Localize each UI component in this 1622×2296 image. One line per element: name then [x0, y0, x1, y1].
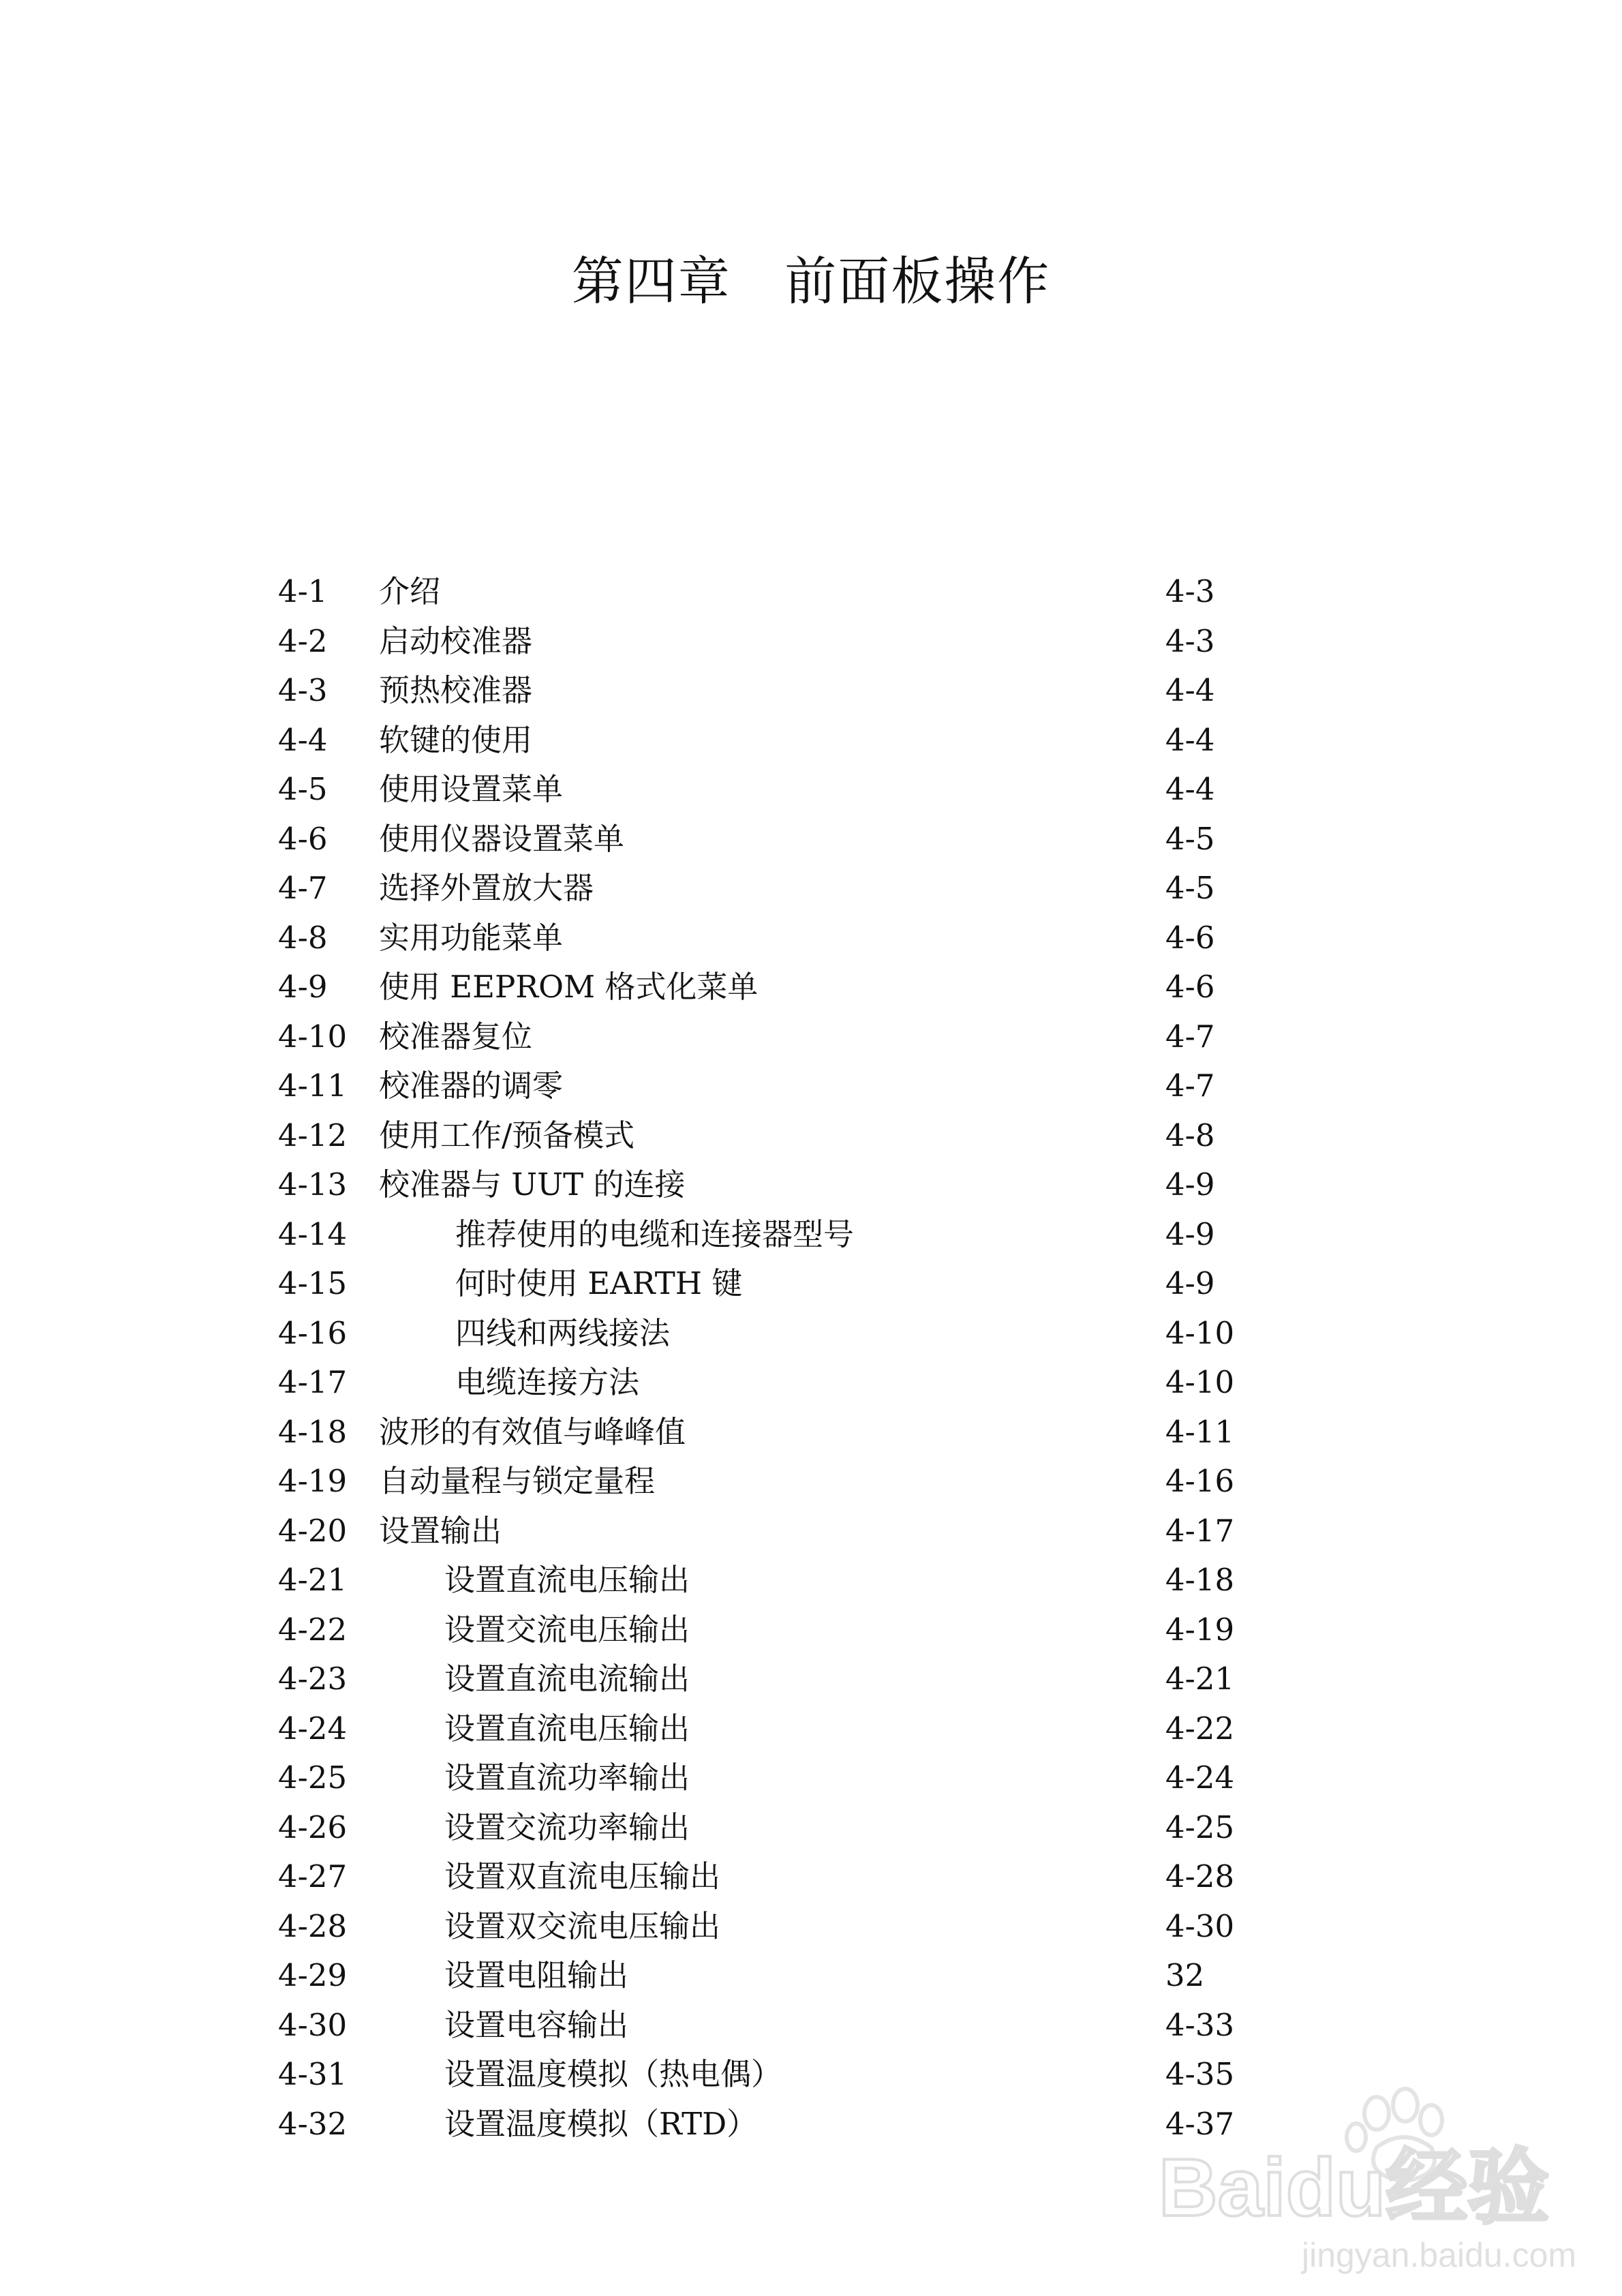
toc-page-number: 4-4: [1165, 721, 1215, 758]
toc-section-title: 校准器与 UUT 的连接: [379, 1166, 686, 1203]
toc-entry: [0, 913, 1622, 963]
toc-page-number: 4-18: [1165, 1562, 1235, 1598]
toc-section-title: 启动校准器: [379, 622, 533, 659]
toc-section-title: 使用工作/预备模式: [379, 1117, 635, 1153]
toc-page-number: 4-10: [1165, 1314, 1235, 1351]
toc-entry: [0, 1160, 1622, 1209]
toc-page-number: 4-25: [1165, 1809, 1235, 1845]
toc-page-number: 4-4: [1165, 771, 1215, 807]
toc-section-number: 4-5: [278, 771, 328, 807]
toc-entry: [0, 1655, 1622, 1704]
toc-section-title: 推荐使用的电缆和连接器型号: [455, 1215, 855, 1252]
toc-entry: [0, 1605, 1622, 1655]
toc-section-title: 设置直流电流输出: [444, 1661, 690, 1697]
toc-entry: [0, 1309, 1622, 1358]
toc-page-number: 4-6: [1165, 969, 1215, 1005]
toc-section-title: 设置交流功率输出: [444, 1809, 690, 1845]
toc-section-title: 软键的使用: [379, 721, 533, 758]
toc-section-number: 4-15: [278, 1265, 348, 1301]
toc-section-title: 设置温度模拟（RTD）: [444, 2105, 758, 2142]
toc-section-title: 设置输出: [379, 1512, 502, 1549]
toc-entry: [0, 1803, 1622, 1852]
toc-section-title: 设置直流电压输出: [444, 1710, 690, 1747]
toc-page-number: 4-9: [1165, 1166, 1215, 1203]
toc-section-number: 4-11: [278, 1068, 348, 1104]
toc-section-title: 使用设置菜单: [379, 771, 564, 807]
toc-entry: [0, 716, 1622, 765]
page-title: 第四章 前面板操作: [571, 251, 1051, 312]
toc-section-number: 4-29: [278, 1957, 348, 1993]
toc-entry: [0, 1753, 1622, 1802]
toc-page-number: 4-7: [1165, 1068, 1215, 1104]
toc-section-number: 4-8: [278, 919, 328, 956]
toc-page-number: 4-9: [1165, 1265, 1215, 1301]
toc-section-number: 4-4: [278, 721, 328, 758]
toc-page-number: 4-33: [1165, 2006, 1235, 2043]
toc-section-number: 4-12: [278, 1117, 348, 1153]
toc-section-title: 介绍: [379, 573, 441, 609]
toc-entry: [0, 1210, 1622, 1259]
toc-entry: [0, 1951, 1622, 2000]
toc-entry: [0, 617, 1622, 666]
toc-section-number: 4-30: [278, 2006, 348, 2043]
toc-entry: [0, 567, 1622, 616]
toc-section-title: 设置温度模拟（热电偶）: [444, 2056, 782, 2092]
toc-section-number: 4-27: [278, 1858, 348, 1894]
toc-page-number: 32: [1165, 1957, 1205, 1993]
toc-section-number: 4-1: [278, 573, 328, 609]
toc-entry: [0, 1061, 1622, 1111]
toc-section-number: 4-28: [278, 1907, 348, 1944]
toc-section-number: 4-14: [278, 1215, 348, 1252]
toc-section-number: 4-25: [278, 1759, 348, 1796]
toc-section-title: 电缆连接方法: [455, 1364, 640, 1400]
toc-section-number: 4-26: [278, 1809, 348, 1845]
toc-section-title: 选择外置放大器: [379, 870, 594, 906]
toc-page-number: 4-6: [1165, 919, 1215, 956]
toc-section-title: 设置双直流电压输出: [444, 1858, 721, 1894]
toc-entry: [0, 815, 1622, 864]
toc-section-title: 设置电阻输出: [444, 1957, 629, 1993]
toc-section-number: 4-31: [278, 2056, 348, 2092]
toc-page-number: 4-11: [1165, 1413, 1235, 1450]
toc-page-number: 4-17: [1165, 1512, 1235, 1549]
toc-entry: [0, 1111, 1622, 1160]
toc-section-title: 波形的有效值与峰峰值: [379, 1413, 686, 1450]
toc-page-number: 4-21: [1165, 1661, 1235, 1697]
toc-entry: [0, 1012, 1622, 1061]
toc-section-title: 设置电容输出: [444, 2006, 629, 2043]
toc-entry: [0, 1358, 1622, 1407]
toc-section-title: 使用 EEPROM 格式化菜单: [379, 969, 759, 1005]
toc-entry: [0, 1704, 1622, 1753]
svg-text:Baidu经验: Baidu经验: [1159, 2142, 1550, 2233]
toc-page-number: 4-28: [1165, 1858, 1235, 1894]
toc-entry: [0, 666, 1622, 715]
toc-section-title: 预热校准器: [379, 672, 533, 708]
toc-page-number: 4-22: [1165, 1710, 1235, 1747]
toc-entry: [0, 2001, 1622, 2050]
toc-entry: [0, 1408, 1622, 1457]
toc-section-number: 4-2: [278, 622, 328, 659]
toc-section-number: 4-18: [278, 1413, 348, 1450]
toc-section-title: 四线和两线接法: [455, 1314, 671, 1351]
toc-page-number: 4-5: [1165, 870, 1215, 906]
toc-section-title: 何时使用 EARTH 键: [455, 1265, 743, 1301]
toc-section-title: 使用仪器设置菜单: [379, 820, 625, 857]
toc-page-number: 4-8: [1165, 1117, 1215, 1153]
toc-section-number: 4-22: [278, 1611, 348, 1648]
toc-section-number: 4-7: [278, 870, 328, 906]
baidu-watermark-logo: [1152, 2072, 1588, 2277]
toc-page-number: 4-16: [1165, 1463, 1235, 1499]
toc-page-number: 4-10: [1165, 1364, 1235, 1400]
toc-entry: [0, 1507, 1622, 1556]
toc-section-title: 校准器复位: [379, 1018, 533, 1055]
toc-section-number: 4-17: [278, 1364, 348, 1400]
toc-entry: [0, 1852, 1622, 1901]
toc-entry: [0, 1259, 1622, 1308]
toc-page-number: 4-37: [1165, 2105, 1235, 2142]
toc-page-number: 4-35: [1165, 2056, 1235, 2092]
toc-section-number: 4-19: [278, 1463, 348, 1499]
toc-section-title: 设置直流电压输出: [444, 1562, 690, 1598]
toc-page-number: 4-24: [1165, 1759, 1235, 1796]
toc-section-title: 设置直流功率输出: [444, 1759, 690, 1796]
toc-section-number: 4-20: [278, 1512, 348, 1549]
toc-entry: [0, 963, 1622, 1012]
toc-section-number: 4-16: [278, 1314, 348, 1351]
toc-entry: [0, 864, 1622, 913]
toc-section-number: 4-21: [278, 1562, 348, 1598]
toc-section-number: 4-32: [278, 2105, 348, 2142]
toc-page-number: 4-19: [1165, 1611, 1235, 1648]
toc-page-number: 4-3: [1165, 622, 1215, 659]
toc-page-number: 4-4: [1165, 672, 1215, 708]
toc-page-number: 4-5: [1165, 820, 1215, 857]
toc-section-number: 4-3: [278, 672, 328, 708]
toc-entry: [0, 1902, 1622, 1951]
toc-section-number: 4-9: [278, 969, 328, 1005]
toc-entry: [0, 765, 1622, 814]
toc-entry: [0, 1556, 1622, 1605]
toc-section-title: 自动量程与锁定量程: [379, 1463, 656, 1499]
toc-section-number: 4-10: [278, 1018, 348, 1055]
toc-page-number: 4-3: [1165, 573, 1215, 609]
toc-page-number: 4-7: [1165, 1018, 1215, 1055]
toc-section-title: 设置双交流电压输出: [444, 1907, 721, 1944]
toc-section-number: 4-23: [278, 1661, 348, 1697]
toc-section-title: 设置交流电压输出: [444, 1611, 690, 1648]
toc-section-title: 校准器的调零: [379, 1068, 564, 1104]
toc-section-title: 实用功能菜单: [379, 919, 564, 956]
toc-page-number: 4-30: [1165, 1907, 1235, 1944]
toc-entry: [0, 1457, 1622, 1506]
toc-section-number: 4-6: [278, 820, 328, 857]
toc-section-number: 4-24: [278, 1710, 348, 1747]
toc-page-number: 4-9: [1165, 1215, 1215, 1252]
toc-section-number: 4-13: [278, 1166, 348, 1203]
svg-text:jingyan.baidu.com: jingyan.baidu.com: [1302, 2236, 1577, 2274]
